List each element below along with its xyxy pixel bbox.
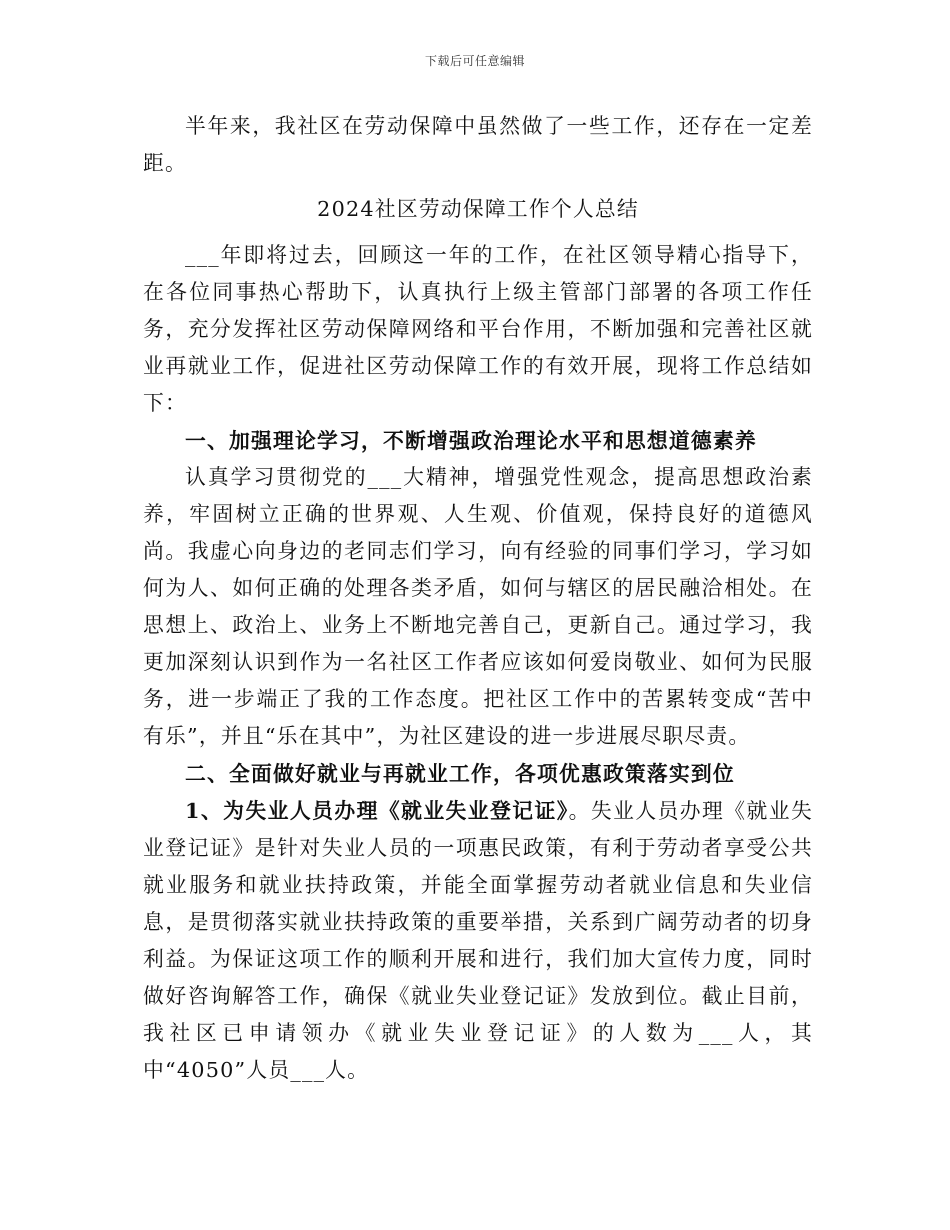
page-header: 下载后可任意编辑 [424,54,525,68]
paragraph-registration [143,792,813,1089]
section-heading-1: 一、加强理论学习，不断增强政治理论水平和思想道德素养 [185,428,757,453]
document-body [143,108,813,1089]
paragraph-intro: 半年来，我社区在劳动保障中虽然做了一些工作，还存在一定差距。 [143,114,813,175]
paragraph-registration-text: 。失业人员办理《就业失业登记证》是针对失业人员的一项惠民政策，有利于劳动者享受公共就业服务和就业扶持政策，并能全面掌握劳动者就业信息和失业信息，是贯彻落实就业扶持政策的重要举措，关系到广阔劳动者的切身利益。为保证这项工作的顺利开展和进行，我们加大宣传力度，同时做好咨询解答工作，确保《就业失业登记证》发放到位。截止目前，我社区已申请领办《就业失业登记证》的人数为___人，其中“4050”人员___人。 [143,799,814,1082]
paragraph-study: 认真学习贯彻党的___大精神，增强党性观念，提高思想政治素养，牢固树立正确的世界观、人生观、价值观，保持良好的道德风尚。我虚心向身边的老同志们学习，向有经验的同事们学习，学习如何为人、如何正确的处理各类矛盾，如何与辖区的居民融洽相处。在思想上、政治上、业务上不断地完善自己，更新自己。通过学习，我更加深刻认识到作为一名社区工作者应该如何爱岗敬业、如何为民服务，进一步端正了我的工作态度。把社区工作中的苦累转变成“苦中有乐”，并且“乐在其中”，为社区建设的进一步进展尽职尽责。 [143,465,813,748]
document-title: 2024社区劳动保障工作个人总结 [317,197,639,221]
section-heading-2: 二、全面做好就业与再就业工作，各项优惠政策落实到位 [185,761,735,786]
paragraph-summary: ___年即将过去，回顾这一年的工作，在社区领导精心指导下，在各位同事热心帮助下，认真执行上级主管部门部署的各项工作任务，充分发挥社区劳动保障网络和平台作用，不断加强和完善社区就业再就业工作，促进社区劳动保障工作的有效开展，现将工作总结如下： [143,243,813,415]
subheading-registration: 1、为失业人员办理《就业失业登记证》 [185,798,569,823]
